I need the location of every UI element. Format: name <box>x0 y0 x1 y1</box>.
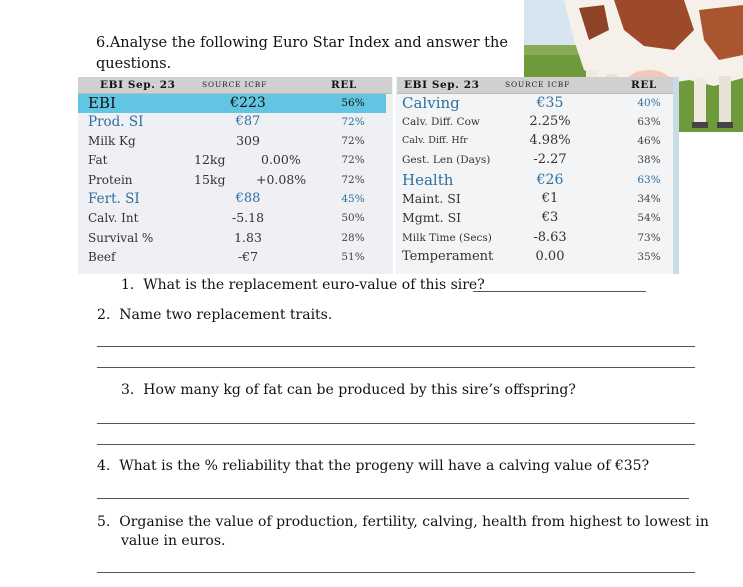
question-2-number: 2. <box>97 307 111 323</box>
question-3-number: 3. <box>121 382 135 398</box>
row-rel-ebi: 56% <box>341 97 365 109</box>
row-label-mgmt-si: Mgmt. SI <box>402 210 462 225</box>
row-rel-prod-si: 72% <box>341 116 365 128</box>
row-label-fert-si: Fert. SI <box>88 191 140 207</box>
row-label-survival: Survival % <box>88 231 154 245</box>
row-value-survival: 1.83 <box>234 230 262 245</box>
row-label-health: Health <box>402 171 454 189</box>
exercise-heading <box>96 33 508 75</box>
row-rel-calving: 40% <box>637 97 661 109</box>
question-2-text: Name two replacement traits. <box>119 307 333 323</box>
row-rel-protein: 72% <box>341 174 365 186</box>
row-rel-calv-int: 50% <box>341 212 365 224</box>
heading-line-1: 6.Analyse the following Euro Star Index and answer the <box>96 35 508 51</box>
row-rel-fert-si: 45% <box>341 193 365 205</box>
row-rel-temperament: 35% <box>637 251 661 263</box>
row-label-maint-si: Maint. SI <box>402 191 461 206</box>
table-divider <box>393 77 396 274</box>
question-1 <box>121 275 485 295</box>
row-value-protein-kg: 15kg <box>194 172 226 187</box>
row-rel-beef: 51% <box>341 251 365 263</box>
row-rel-gest-len: 38% <box>637 154 661 166</box>
question-3 <box>121 380 576 400</box>
question-5-number: 5. <box>97 514 111 530</box>
question-2 <box>97 305 332 325</box>
row-value-milk-kg: 309 <box>236 133 260 148</box>
answer-line-5[interactable] <box>97 572 695 573</box>
left-header-source: SOURCE ICBF <box>202 80 268 89</box>
row-rel-survival: 28% <box>341 232 365 244</box>
row-value-prod-si: €87 <box>235 114 261 129</box>
row-value-calv-diff-hfr: 4.98% <box>529 133 571 148</box>
row-value-beef: -€7 <box>237 249 259 264</box>
row-label-prod-si: Prod. SI <box>88 114 144 130</box>
row-value-milk-time: -8.63 <box>533 230 567 245</box>
question-1-number: 1. <box>121 277 135 293</box>
row-value-calv-diff-cow: 2.25% <box>529 114 571 129</box>
row-rel-fat: 72% <box>341 154 365 166</box>
question-5-text: Organise the value of production, fertility, calving, health from highest to lowest in <box>119 514 709 530</box>
right-header-rel: REL <box>631 79 657 91</box>
row-value-ebi: €223 <box>230 95 266 111</box>
answer-line-2b[interactable] <box>97 367 695 368</box>
answer-line-2a[interactable] <box>97 346 695 347</box>
row-rel-mgmt-si: 54% <box>637 212 661 224</box>
row-label-fat: Fat <box>88 153 108 167</box>
row-rel-calv-diff-cow: 63% <box>637 116 661 128</box>
row-value-fert-si: €88 <box>235 191 261 206</box>
ebi-table <box>78 77 679 274</box>
row-label-milk-time: Milk Time (Secs) <box>402 232 492 244</box>
answer-line-3a[interactable] <box>97 423 695 424</box>
question-5 <box>97 512 709 532</box>
left-header-title: EBI Sep. 23 <box>100 79 176 91</box>
row-value-calv-int: -5.18 <box>231 210 265 225</box>
row-rel-maint-si: 34% <box>637 193 661 205</box>
question-1-text: What is the replacement euro-value of this sire? <box>143 277 485 293</box>
row-label-calv-diff-hfr: Calv. Diff. Hfr <box>402 135 468 146</box>
row-value-protein-pct: +0.08% <box>256 172 307 187</box>
row-rel-milk-kg: 72% <box>341 135 365 147</box>
row-label-beef: Beef <box>88 250 116 264</box>
row-label-temperament: Temperament <box>402 249 494 264</box>
answer-line-4[interactable] <box>97 498 689 499</box>
answer-line-3b[interactable] <box>97 444 695 445</box>
question-4 <box>97 456 649 476</box>
row-label-calv-int: Calv. Int <box>88 211 139 225</box>
question-4-number: 4. <box>97 458 111 474</box>
right-header-title: EBI Sep. 23 <box>404 79 480 91</box>
question-5-text-line-2: value in euros. <box>121 533 226 549</box>
row-rel-calv-diff-hfr: 46% <box>637 135 661 147</box>
row-value-temperament: 0.00 <box>535 249 565 264</box>
row-value-fat-pct: 0.00% <box>261 152 301 167</box>
row-value-mgmt-si: €3 <box>541 210 559 225</box>
row-label-gest-len: Gest. Len (Days) <box>402 154 491 166</box>
right-header-source: SOURCE ICBF <box>505 80 571 89</box>
row-rel-health: 63% <box>637 174 661 186</box>
row-label-calv-diff-cow: Calv. Diff. Cow <box>402 116 480 128</box>
row-value-calving: €35 <box>536 95 564 111</box>
question-3-text: How many kg of fat can be produced by this sire’s offspring? <box>143 382 576 398</box>
question-4-text: What is the % reliability that the progeny will have a calving value of €35? <box>119 458 650 474</box>
row-label-ebi: EBI <box>88 94 116 112</box>
row-value-maint-si: €1 <box>541 191 559 206</box>
row-value-fat-kg: 12kg <box>194 152 226 167</box>
row-label-calving: Calving <box>402 94 460 112</box>
row-value-gest-len: -2.27 <box>533 152 567 167</box>
row-label-milk-kg: Milk Kg <box>88 134 136 148</box>
row-label-protein: Protein <box>88 173 133 187</box>
row-rel-milk-time: 73% <box>637 232 661 244</box>
heading-line-2: questions. <box>96 56 172 72</box>
row-value-health: €26 <box>536 172 564 188</box>
answer-line-1[interactable] <box>473 291 646 292</box>
left-header-rel: REL <box>331 79 357 91</box>
